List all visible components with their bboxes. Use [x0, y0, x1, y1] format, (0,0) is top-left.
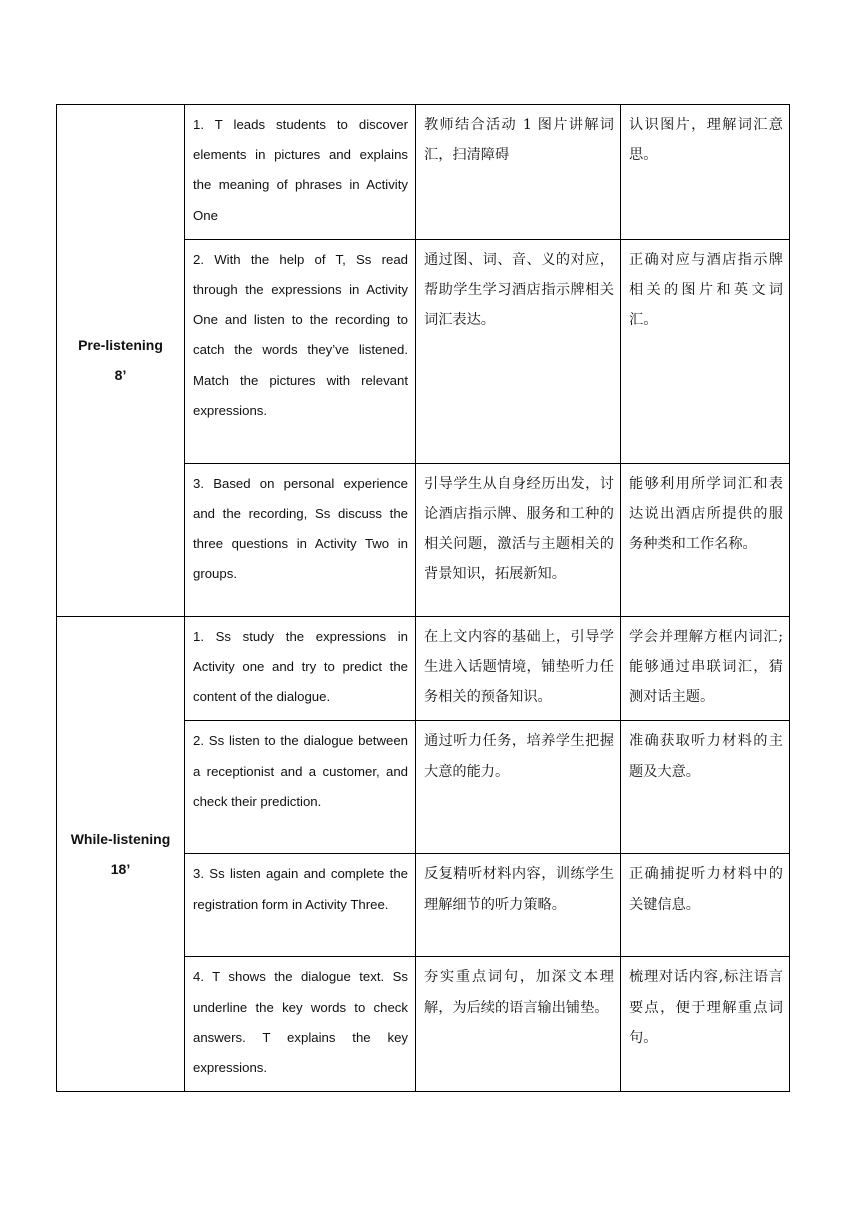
- stage-cell-pre-listening: [57, 105, 185, 617]
- activity-cell: 3. Ss listen again and complete the registration form in Activity Three.: [185, 854, 416, 957]
- expected-outcome-cell: 正确对应与酒店指示牌相关的图片和英文词汇。: [621, 239, 790, 463]
- design-intent-cell: 夯实重点词句，加深文本理解，为后续的语言输出铺垫。: [416, 957, 621, 1092]
- activity-cell: 2. With the help of T, Ss read through the expressions in Activity One and listen to the recording to catch the words they’ve listened. Match the pictures with relevant expressions.: [185, 239, 416, 463]
- design-intent-cell: 在上文内容的基础上，引导学生进入话题情境，铺垫听力任务相关的预备知识。: [416, 616, 621, 721]
- expected-outcome-cell: 梳理对话内容,标注语言要点，便于理解重点词句。: [621, 957, 790, 1092]
- activity-cell: 2. Ss listen to the dialogue between a receptionist and a customer, and check their prediction.: [185, 721, 416, 854]
- stage-cell-while-listening: [57, 616, 185, 1091]
- design-intent-cell: 引导学生从自身经历出发，讨论酒店指示牌、服务和工种的相关问题，激活与主题相关的背景知识，拓展新知。: [416, 463, 621, 616]
- stage-time: 18’: [110, 861, 131, 878]
- design-intent-cell: 教师结合活动 1 图片讲解词汇，扫清障碍: [416, 105, 621, 240]
- design-intent-cell: 通过图、词、音、义的对应，帮助学生学习酒店指示牌相关词汇表达。: [416, 239, 621, 463]
- activity-cell: 1. Ss study the expressions in Activity one and try to predict the content of the dialogue.: [185, 616, 416, 721]
- activity-cell: 3. Based on personal experience and the recording, Ss discuss the three questions in Activity Two in groups.: [185, 463, 416, 616]
- stage-name: Pre-listening: [78, 337, 163, 354]
- stage-name: While-listening: [70, 831, 171, 848]
- activity-cell: 1. T leads students to discover elements in pictures and explains the meaning of phrases in Activity One: [185, 105, 416, 240]
- design-intent-cell: 反复精听材料内容，训练学生理解细节的听力策略。: [416, 854, 621, 957]
- activity-cell: 4. T shows the dialogue text. Ss underline the key words to check answers. T explains the key expressions.: [185, 957, 416, 1092]
- expected-outcome-cell: 正确捕捉听力材料中的关键信息。: [621, 854, 790, 957]
- table-row: [57, 616, 790, 721]
- lesson-plan-table: [56, 104, 790, 1092]
- design-intent-cell: 通过听力任务，培养学生把握大意的能力。: [416, 721, 621, 854]
- expected-outcome-cell: 学会并理解方框内词汇;能够通过串联词汇，猜测对话主题。: [621, 616, 790, 721]
- stage-time: 8’: [114, 367, 127, 384]
- table-row: [57, 105, 790, 240]
- expected-outcome-cell: 认识图片，理解词汇意思。: [621, 105, 790, 240]
- expected-outcome-cell: 能够利用所学词汇和表达说出酒店所提供的服务种类和工作名称。: [621, 463, 790, 616]
- expected-outcome-cell: 准确获取听力材料的主题及大意。: [621, 721, 790, 854]
